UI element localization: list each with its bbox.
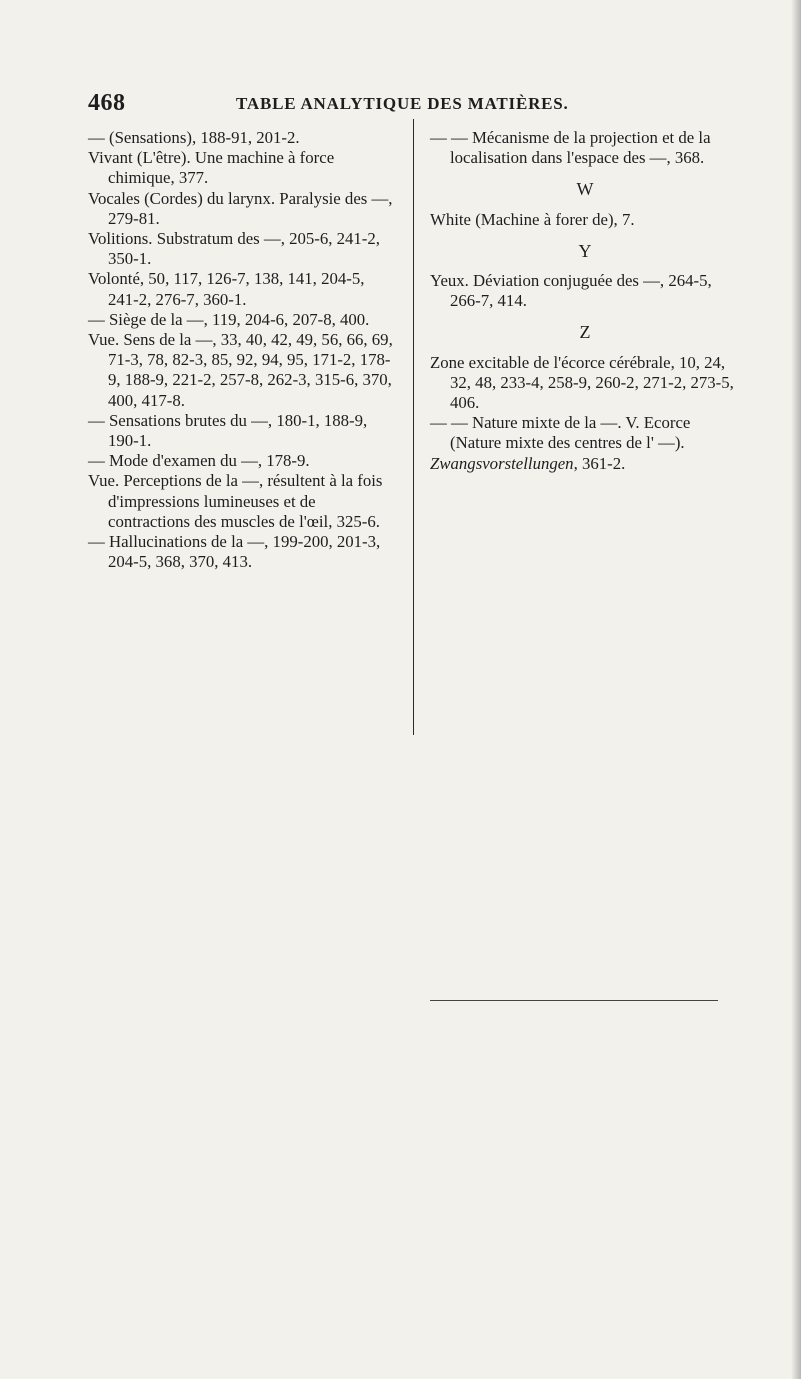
index-entry: White (Machine à forer de), 7. <box>430 209 635 229</box>
page-number: 468 <box>88 90 126 116</box>
letter-heading-z: Z <box>579 322 591 343</box>
index-entry-pages: , 361-2. <box>573 453 626 473</box>
index-entry: Vivant (L'être). Une machine à force chimique, 377. <box>88 148 335 188</box>
index-entry: — — Mécanisme de la projection et de la localisation dans l'espace des —, 368. <box>430 128 711 168</box>
letter-heading-w: W <box>576 179 594 200</box>
index-entry: Vue. Sens de la —, 33, 40, 42, 49, 56, 66, 69, 71-3, 78, 82-3, 85, 92, 94, 95, 171-2, 178-9, 188-9, 221-2, 257-8, 262-3, 315-6, 370, 400, 417-8. <box>88 330 393 410</box>
index-entry <box>430 454 740 474</box>
index-entry: Vocales (Cordes) du larynx. Paralysie des —, 279-81. <box>88 188 393 228</box>
page-edge-shadow <box>791 0 801 1379</box>
index-entry: Yeux. Déviation conjuguée des —, 264-5, 266-7, 414. <box>430 271 712 311</box>
index-column-left <box>88 128 394 572</box>
index-entry: — Siège de la —, 119, 204-6, 207-8, 400. <box>88 309 370 329</box>
end-rule <box>430 1000 718 1001</box>
index-entry: Volitions. Substratum des —, 205-6, 241-2, 350-1. <box>88 229 380 269</box>
index-entry: Zone excitable de l'écorce cérébrale, 10, 24, 32, 48, 233-4, 258-9, 260-2, 271-2, 273-5, 406. <box>430 352 734 413</box>
index-entry-italic: Zwangsvorstellungen <box>430 453 574 473</box>
index-entry: Vue. Perceptions de la —, résultent à la fois d'impressions lumineuses et de contractions des muscles de l'œil, 325-6. <box>88 471 383 531</box>
column-divider <box>413 119 414 735</box>
index-entry: — Mode d'examen du —, 178-9. <box>88 451 310 471</box>
index-entry: — (Sensations), 188-91, 201-2. <box>88 128 300 147</box>
index-entry: — — Nature mixte de la —. V. Ecorce (Nature mixte des centres de l' —). <box>430 413 691 453</box>
letter-heading-y: Y <box>578 240 592 261</box>
index-entry: — Hallucinations de la —, 199-200, 201-3, 204-5, 368, 370, 413. <box>88 532 381 572</box>
page-header <box>88 90 748 120</box>
index-entry: — Sensations brutes du —, 180-1, 188-9, 190-1. <box>88 410 368 451</box>
running-title: TABLE ANALYTIQUE DES MATIÈRES. <box>236 94 569 113</box>
index-entry: Volonté, 50, 117, 126-7, 138, 141, 204-5, 241-2, 276-7, 360-1. <box>88 269 365 309</box>
index-column-right <box>430 128 740 474</box>
